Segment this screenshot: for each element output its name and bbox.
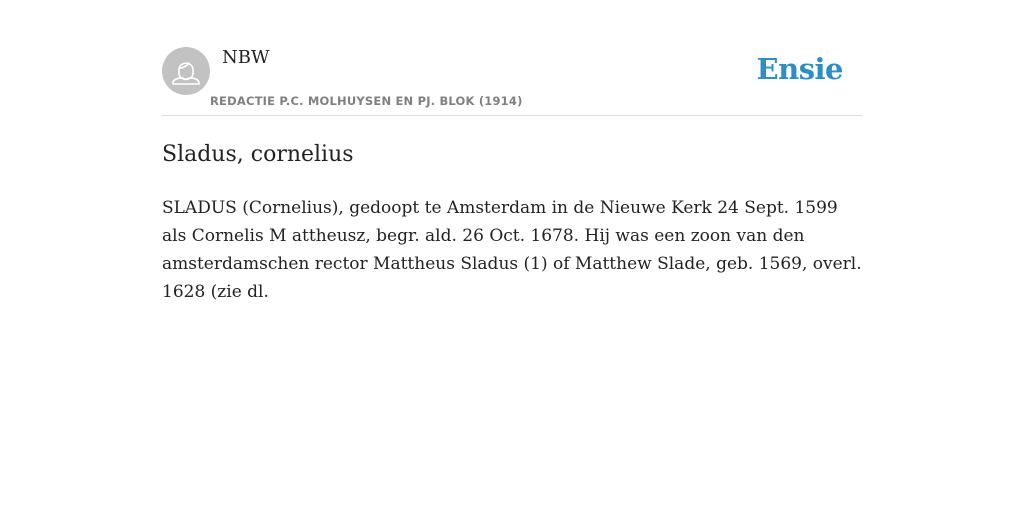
- source-subtitle: REDACTIE P.C. MOLHUYSEN EN PJ. BLOK (1914): [210, 94, 523, 108]
- page-container: [162, 0, 862, 306]
- avatar[interactable]: [162, 47, 210, 95]
- user-icon: [162, 47, 210, 95]
- brand-logo[interactable]: Ensie: [756, 52, 843, 86]
- article-title: Sladus, cornelius: [162, 142, 354, 167]
- article-header: [162, 47, 862, 116]
- article-body: SLADUS (Cornelius), gedoopt te Amsterdam in de Nieuwe Kerk 24 Sept. 1599 als Cornelis M attheusz, begr. ald. 26 Oct. 1678. Hij was een zoon van den amsterdamschen rector Mattheus Sladus (1) of Matthew Slade, geb. 1569, overl. 1628 (zie dl.: [162, 198, 862, 302]
- source-label[interactable]: NBW: [222, 47, 270, 68]
